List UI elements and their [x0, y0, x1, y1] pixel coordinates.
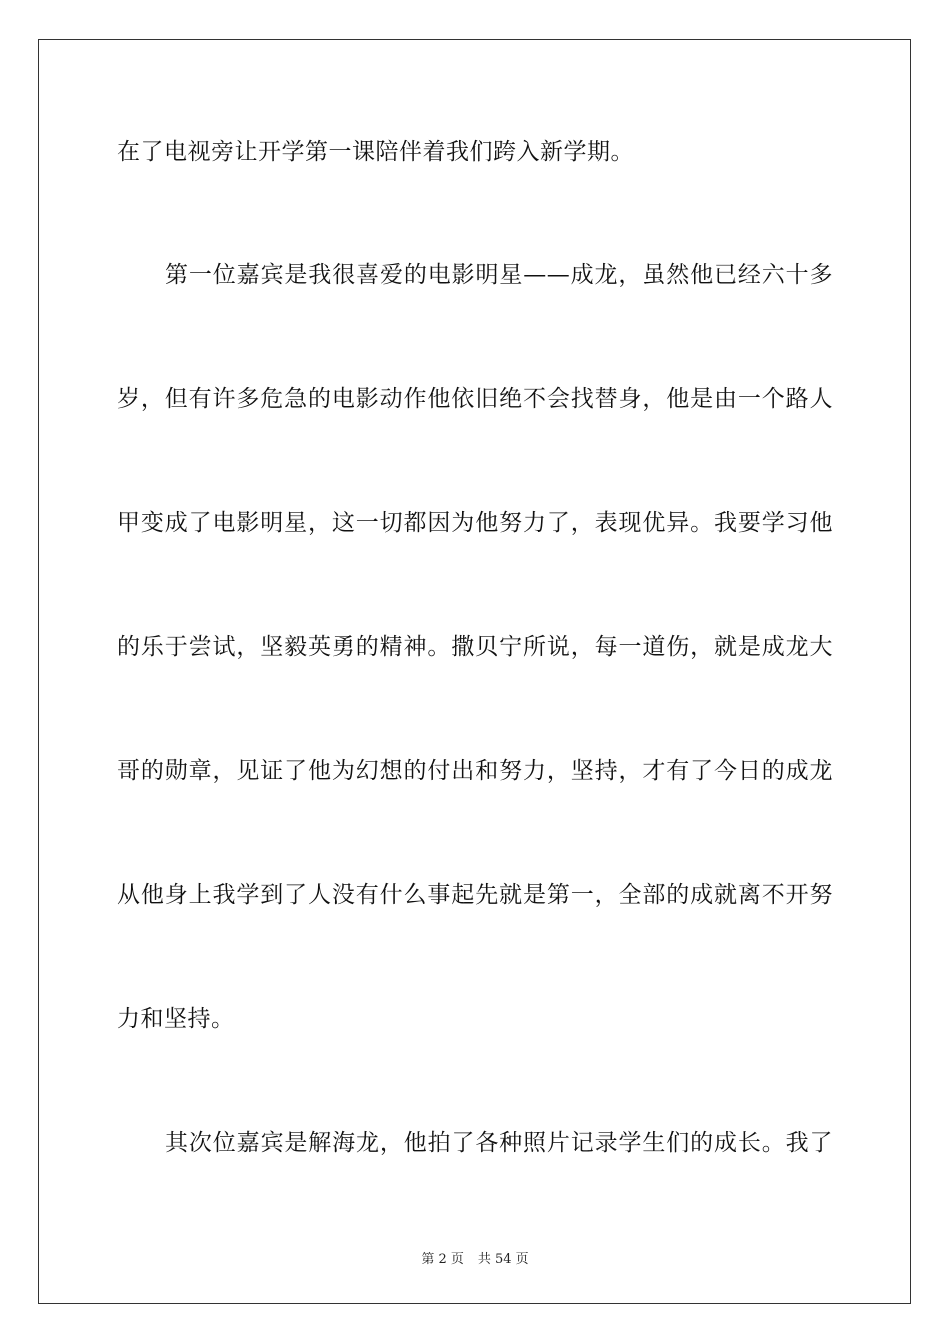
paragraph-line: 哥的勋章，见证了他为幻想的付出和努力，坚持，才有了今日的成龙 [117, 758, 833, 784]
paragraph-line: 的乐于尝试，坚毅英勇的精神。撒贝宁所说，每一道伤，就是成龙大 [117, 634, 833, 660]
paragraph-line: 在了电视旁让开学第一课陪伴着我们跨入新学期。 [117, 139, 634, 165]
paragraph-line: 第一位嘉宾是我很喜爱的电影明星——成龙，虽然他已经六十多 [165, 262, 833, 288]
paragraph-line: 从他身上我学到了人没有什么事起先就是第一，全部的成就离不开努 [117, 882, 833, 908]
paragraph-line: 力和坚持。 [117, 1006, 235, 1032]
page-number: 第 2 页 [421, 1252, 464, 1267]
paragraph-line: 岁，但有许多危急的电影动作他依旧绝不会找替身，他是由一个路人 [117, 386, 833, 412]
page-border [38, 39, 911, 1304]
page-footer [0, 1248, 950, 1267]
paragraph-line: 甲变成了电影明星，这一切都因为他努力了，表现优异。我要学习他 [117, 510, 833, 536]
paragraph-line: 其次位嘉宾是解海龙，他拍了各种照片记录学生们的成长。我了 [165, 1130, 833, 1156]
total-pages: 共 54 页 [477, 1252, 529, 1267]
